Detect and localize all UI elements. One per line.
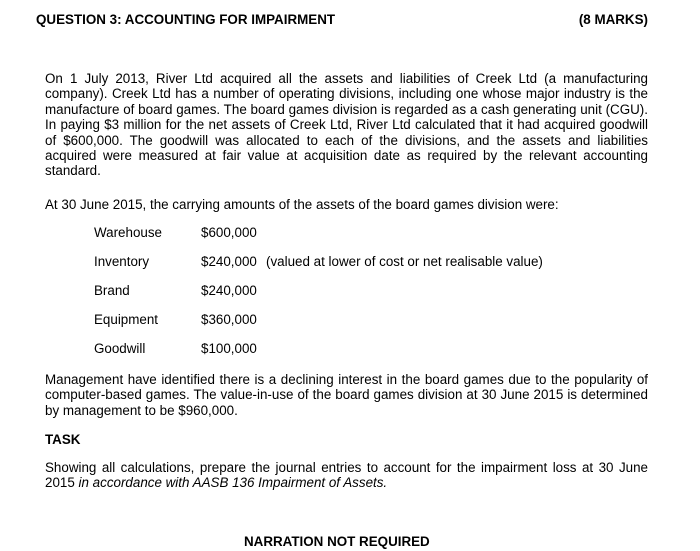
question-title: QUESTION 3: ACCOUNTING FOR IMPAIRMENT — [36, 12, 336, 27]
question-header — [36, 12, 648, 27]
asset-amount: $100,000 — [201, 341, 257, 356]
marks-label: (8 MARKS) — [578, 12, 648, 27]
asset-amount: $240,000 — [201, 254, 257, 269]
asset-note: (valued at lower of cost or net realisable value) — [266, 254, 543, 269]
task-text-italic: in accordance with AASB 136 Impairment of Assets. — [78, 475, 388, 491]
asset-name: Equipment — [94, 312, 159, 327]
task-text-plain: Showing all calculations, prepare the journal entries to account for the impairment loss at 30 June 2015 — [45, 460, 648, 491]
task-text — [45, 460, 648, 491]
asset-name: Warehouse — [94, 225, 162, 240]
carrying-amounts-intro: At 30 June 2015, the carrying amounts of the assets of the board games division were: — [45, 197, 559, 212]
asset-amount: $360,000 — [201, 312, 257, 327]
asset-name: Goodwill — [94, 341, 146, 356]
intro-paragraph: On 1 July 2013, River Ltd acquired all the assets and liabilities of Creek Ltd (a manufacturing company). Creek Ltd has a number of operating divisions, including one whose major industry is the manufacture of board games. The board games division is regarded as a cash generating unit (CGU). In paying $3 million for the net assets of Creek Ltd, River Ltd calculated that it had acquired goodwill of $600,000. The goodwill was allocated to each of the divisions, and the assets and liabilities acquired were measured at fair value at acquisition date as required by the relevant accounting standard. — [45, 71, 648, 179]
asset-name: Inventory — [94, 254, 150, 269]
asset-amount: $240,000 — [201, 283, 257, 298]
management-paragraph: Management have identified there is a declining interest in the board games due to the popularity of computer-based games. The value-in-use of the board games division at 30 June 2015 is determined by management to be $960,000. — [45, 372, 648, 418]
task-heading: TASK — [45, 432, 81, 447]
asset-name: Brand — [94, 283, 130, 298]
asset-amount: $600,000 — [201, 225, 257, 240]
narration-note: NARRATION NOT REQUIRED — [244, 534, 430, 549]
